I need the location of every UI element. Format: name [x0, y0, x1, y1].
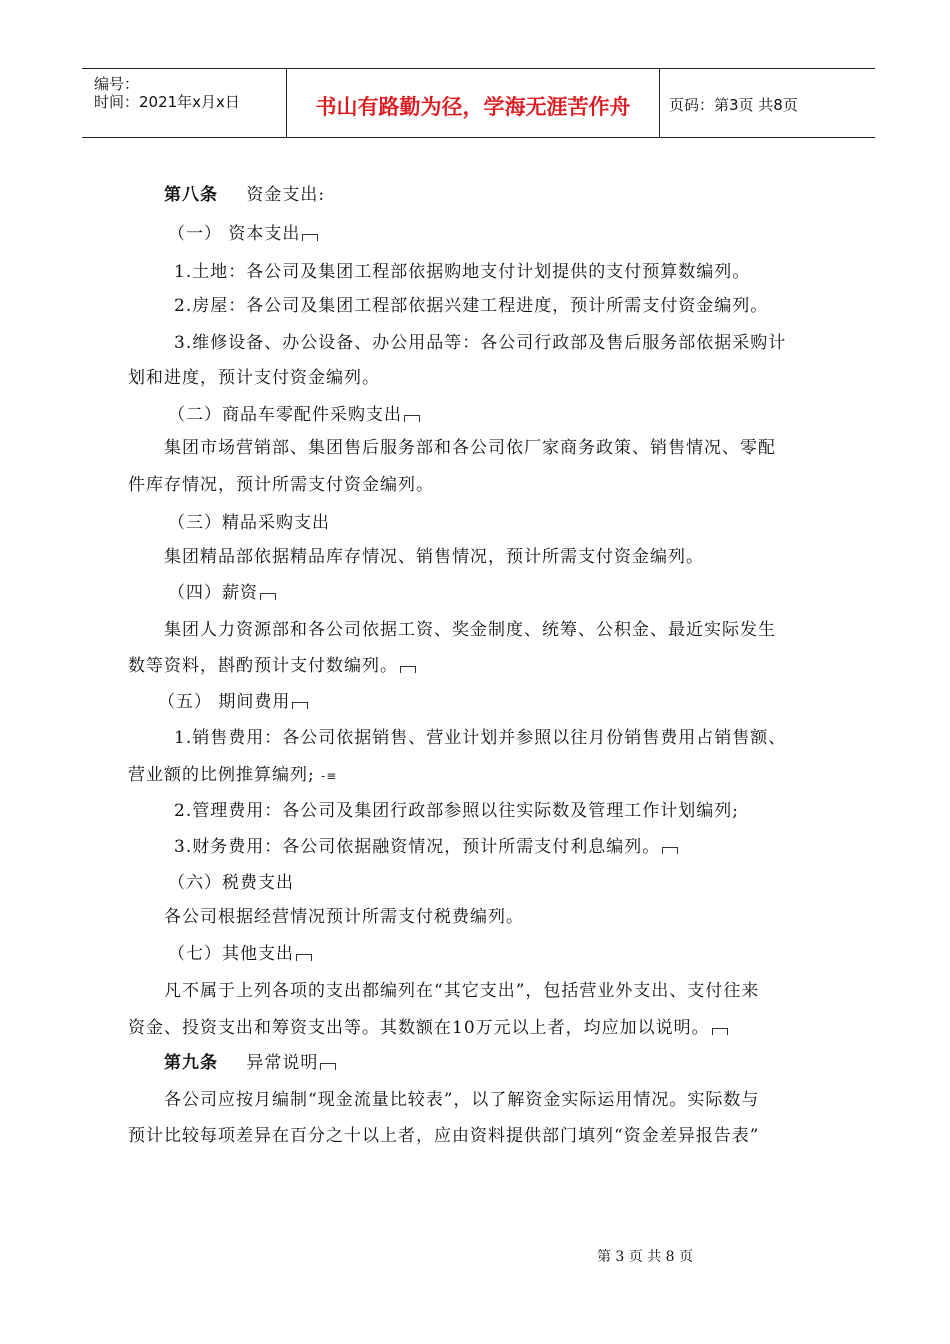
article-9-text: 异常说明 — [246, 1053, 319, 1073]
paragraph — [128, 1013, 728, 1038]
paragraph-mark — [404, 415, 420, 422]
header-right-cell — [659, 69, 875, 137]
section-5-label: （五） 期间费用 — [158, 692, 291, 712]
paragraph: 1.土地：各公司及集团工程部依据购地支付计划提供的支付预算数编列。 — [174, 262, 751, 282]
page-footer — [0, 1246, 950, 1266]
section-6-heading: （六）税费支出 — [168, 873, 294, 893]
section-7-heading — [168, 939, 312, 964]
section-4-heading — [168, 578, 276, 603]
number-label: 编号： — [94, 75, 140, 93]
header-motto-cell — [286, 69, 660, 137]
paragraph-text: 资金、投资支出和筹资支出等。其数额在10万元以上者，均应加以说明。 — [128, 1018, 710, 1038]
paragraph-mark — [260, 593, 276, 600]
paragraph: 3.维修设备、办公设备、办公用品等：各公司行政部及售后服务部依据采购计 — [174, 333, 787, 353]
article-8-heading — [164, 180, 325, 205]
article-9-heading — [164, 1048, 336, 1073]
paragraph-text: 数等资料，斟酌预计支付数编列。 — [128, 656, 398, 676]
paragraph — [128, 651, 416, 676]
paragraph-mark: -≡ — [321, 769, 338, 783]
header-left-cell — [82, 69, 286, 137]
paragraph: 各公司根据经营情况预计所需支付税费编列。 — [164, 907, 524, 927]
section-7-label: （七）其他支出 — [168, 944, 294, 964]
paragraph-mark — [320, 1063, 336, 1070]
section-4-label: （四）薪资 — [168, 583, 258, 603]
paragraph-mark — [400, 666, 416, 673]
paragraph: 划和进度，预计支付资金编列。 — [128, 368, 380, 388]
paragraph: 集团精品部依据精品库存情况、销售情况，预计所需支付资金编列。 — [164, 547, 704, 567]
motto: 书山有路勤为径，学海无涯苦作舟 — [315, 95, 631, 119]
paragraph: 各公司应按月编制“现金流量比较表”，以了解资金实际运用情况。实际数与 — [164, 1090, 760, 1110]
paragraph: 凡不属于上列各项的支出都编列在“其它支出”，包括营业外支出、支付往来 — [164, 981, 760, 1001]
paragraph-text: 3.财务费用：各公司依据融资情况，预计所需支付利息编列。 — [174, 837, 661, 857]
section-1-label: （一） 资本支出 — [168, 224, 301, 244]
paragraph: 2.管理费用：各公司及集团行政部参照以往实际数及管理工作计划编列; — [174, 801, 739, 821]
article-8-text: 资金支出: — [246, 185, 326, 205]
paragraph: 1.销售费用：各公司依据销售、营业计划并参照以往月份销售费用占销售额、 — [174, 728, 787, 748]
paragraph-mark — [302, 234, 318, 241]
article-9-title: 第九条 — [164, 1053, 218, 1073]
paragraph — [128, 760, 337, 785]
section-1-heading — [168, 219, 318, 244]
paragraph: 2.房屋：各公司及集团工程部依据兴建工程进度，预计所需支付资金编列。 — [174, 296, 769, 316]
paragraph: 件库存情况，预计所需支付资金编列。 — [128, 475, 434, 495]
paragraph: 集团人力资源部和各公司依据工资、奖金制度、统筹、公积金、最近实际发生 — [164, 620, 776, 640]
section-2-heading — [168, 400, 420, 425]
time-label: 时间：2021年x月x日 — [94, 93, 240, 111]
paragraph-mark — [292, 702, 308, 709]
paragraph-mark — [662, 847, 678, 854]
page-code: 页码：第3页 共8页 — [669, 96, 798, 114]
section-5-heading — [158, 687, 308, 712]
page-header — [82, 68, 875, 138]
section-2-label: （二）商品车零配件采购支出 — [168, 405, 402, 425]
paragraph-mark — [712, 1028, 728, 1035]
paragraph-mark — [296, 954, 312, 961]
paragraph: 预计比较每项差异在百分之十以上者，应由资料提供部门填列“资金差异报告表” — [128, 1126, 760, 1146]
paragraph-text: 营业额的比例推算编列; — [128, 765, 315, 785]
footer-page-number: 第 3 页 共 8 页 — [596, 1249, 694, 1265]
paragraph — [174, 832, 678, 857]
section-3-heading: （三）精品采购支出 — [168, 513, 330, 533]
article-8-title: 第八条 — [164, 185, 218, 205]
paragraph: 集团市场营销部、集团售后服务部和各公司依厂家商务政策、销售情况、零配 — [164, 438, 776, 458]
